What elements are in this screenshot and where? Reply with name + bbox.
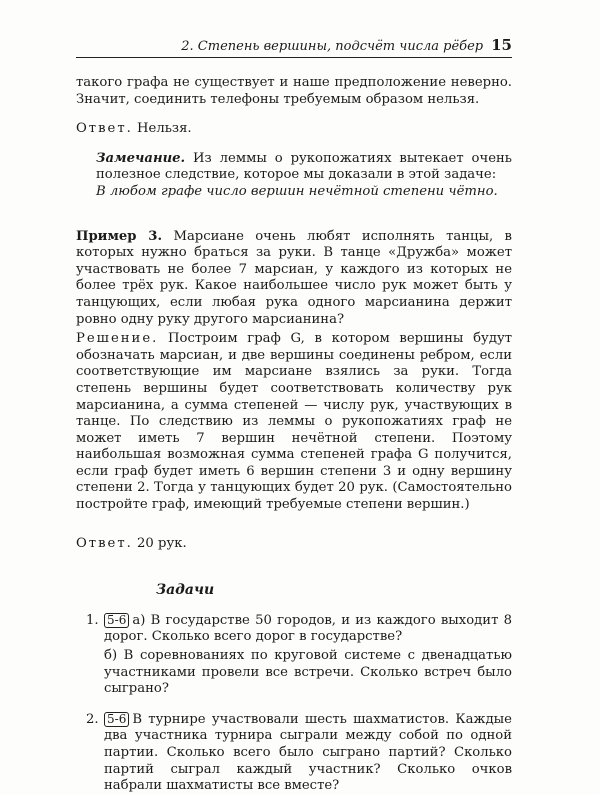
example-3 <box>76 229 512 329</box>
task-1-part-b: б) В соревнованиях по круговой системе с двенадцатью участниками провели все встречи. Сколько встреч было сыграно? <box>104 648 512 697</box>
task-2-number: 2. <box>86 711 99 727</box>
solution-text: Построим граф G, в котором вершины будут обозначать марсиан, и две вершины соединены ребром, если соответствующие им марсиане взялись за руки. Тогда степень вершины будет соответствовать количеству рук марсианина, а сумма степеней — числу рук, участвующих в танце. По следствию из леммы о рукопожатиях граф не может иметь 7 вершин нечётной степени. Поэтому наибольшая возможная сумма степеней графа G получится, если граф будет иметь 6 вершин степени 3 и одну вершину степени 2. Тогда у танцующих будет 20 рук. (Самостоятельно постройте граф, имеющий требуемые степени вершин.) <box>76 331 512 513</box>
task-2-text: В турнире участвовали шесть шахматистов. Каждые два участника турнира сыграли между собой по одной партии. Сколько всего было сыграно партий? Сколько партий сыграл каждый участник? Сколько очков набрали шахматисты все вместе? <box>104 711 512 794</box>
example-3-label: Пример 3. <box>76 228 163 244</box>
task-2 <box>76 712 512 795</box>
remark-text: Из леммы о рукопожатиях вытекает очень полезное следствие, которое мы доказали в этой задаче: <box>96 150 512 183</box>
answer-2 <box>76 536 512 553</box>
answer-1 <box>76 121 512 138</box>
task-2-level-badge: 5-6 <box>104 712 129 727</box>
header-title: 2. Степень вершины, подсчёт числа рёбер <box>181 39 484 54</box>
task-1-level-badge: 5-6 <box>104 613 129 628</box>
example-3-text: Марсиане очень любят исполнять танцы, в которых нужно браться за руки. В танце «Дружба» может участвовать не более 7 марсиан, у каждого из которых не более трёх рук. Какое наибольшее число рук может быть у танцующих, если любая рука одного марсианина держит ровно одну руку другого марсианина? <box>76 228 512 327</box>
page-content <box>76 75 512 795</box>
answer-2-text: 20 рук. <box>137 535 187 551</box>
answer-2-label: Ответ. <box>76 535 133 551</box>
remark-block <box>96 151 512 201</box>
answer-1-text: Нельзя. <box>137 121 192 137</box>
page-number: 15 <box>491 36 512 54</box>
tasks-heading: Задачи <box>156 582 215 599</box>
remark-label: Замечание. <box>96 150 186 166</box>
task-1-number: 1. <box>86 612 99 628</box>
task-1 <box>76 613 512 698</box>
answer-1-label: Ответ. <box>76 121 133 137</box>
solution-label: Решение. <box>76 331 159 347</box>
solution <box>76 331 512 514</box>
remark-statement: В любом графе число вершин нечётной степени чётно. <box>96 183 498 199</box>
intro-paragraph: такого графа не существует и наше предположение неверно. Значит, соединить телефоны требуемым образом нельзя. <box>76 75 512 107</box>
task-1-part-a: а) В государстве 50 городов, и из каждого выходит 8 дорог. Сколько всего дорог в государстве? <box>104 612 512 645</box>
running-header <box>76 36 512 58</box>
